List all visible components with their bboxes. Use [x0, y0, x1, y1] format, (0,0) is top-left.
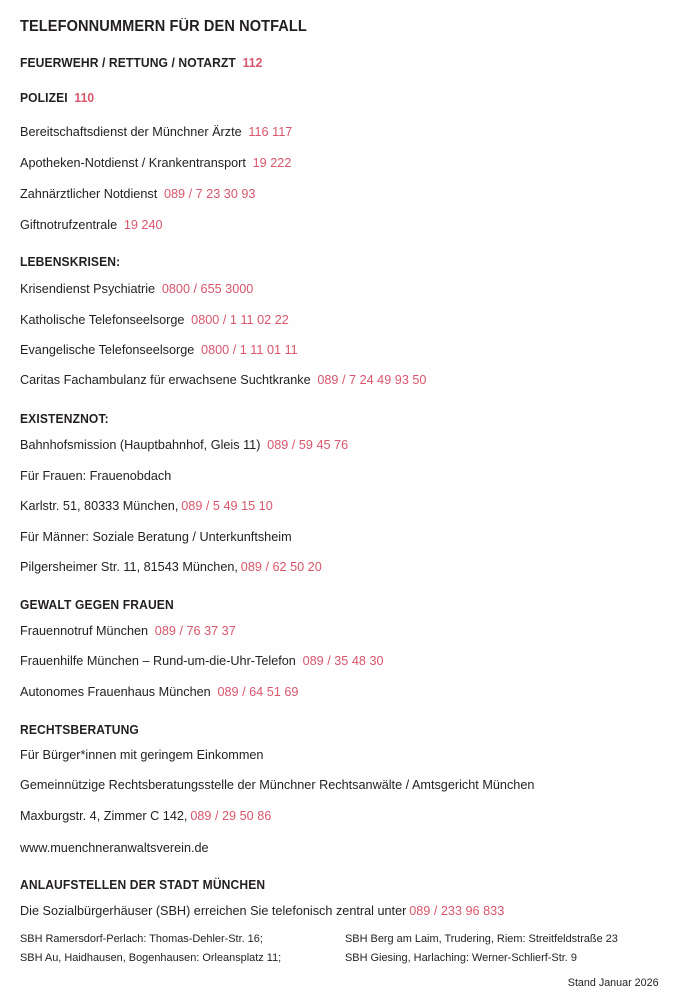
anlaufstellen-intro-text: Die Sozialbürgerhäuser (SBH) erreichen Sie telefonisch zentral unter: [20, 903, 407, 918]
sbh-office-item: SBH Berg am Laim, Trudering, Riem: Streitfeldstraße 23: [345, 933, 618, 945]
sbh-office-list: [20, 932, 660, 966]
entry-evangelische-telefonseelsorge: [20, 342, 298, 357]
entry-label: Krisendienst Psychiatrie: [20, 281, 156, 296]
rechtsberatung-website[interactable]: www.muenchneranwaltsverein.de: [20, 840, 209, 855]
entry-number[interactable]: 0800 / 1 11 01 11: [201, 342, 298, 357]
anlaufstellen-intro-line: [20, 903, 504, 918]
entry-label: Zahnärztlicher Notdienst: [20, 186, 158, 201]
entry-zahnaerztlicher-notdienst: [20, 186, 255, 201]
entry-label: Evangelische Telefonseelsorge: [20, 342, 195, 357]
entry-frauenobdach-header: Für Frauen: Frauenobdach: [20, 468, 172, 483]
entry-number[interactable]: 0800 / 655 3000: [161, 281, 254, 296]
sbh-office-item: SBH Ramersdorf-Perlach: Thomas-Dehler-Str. 16;: [20, 933, 263, 945]
entry-number[interactable]: 089 / 5 49 15 10: [181, 498, 273, 513]
entry-number[interactable]: 089 / 29 50 86: [190, 808, 272, 823]
entry-number[interactable]: 089 / 64 51 69: [217, 684, 299, 699]
entry-bahnhofsmission: [20, 437, 348, 452]
entry-label: Karlstr. 51, 80333 München,: [20, 498, 179, 513]
sbh-office-item: SBH Au, Haidhausen, Bogenhausen: Orleansplatz 11;: [20, 952, 282, 965]
entry-katholische-telefonseelsorge: [20, 312, 289, 327]
section-heading-lebenskrisen: LEBENSKRISEN:: [20, 255, 121, 269]
entry-number[interactable]: 112: [242, 56, 263, 70]
entry-number[interactable]: 19 240: [123, 217, 163, 232]
entry-label: Bahnhofsmission (Hauptbahnhof, Gleis 11): [20, 437, 261, 452]
entry-maennerheim-address: [20, 559, 322, 574]
entry-label: FEUERWEHR / RETTUNG / NOTARZT: [20, 56, 236, 70]
entry-number[interactable]: 089 / 7 24 49 93 50: [317, 372, 427, 387]
entry-krisendienst-psychiatrie: [20, 281, 253, 296]
entry-number[interactable]: 089 / 7 23 30 93: [163, 186, 256, 201]
entry-label: Giftnotrufzentrale: [20, 217, 118, 232]
entry-number[interactable]: 0800 / 1 11 02 22: [191, 312, 289, 327]
entry-bereitschaftsdienst: [20, 124, 292, 139]
entry-number[interactable]: 089 / 35 48 30: [302, 653, 384, 668]
entry-giftnotrufzentrale: [20, 217, 163, 232]
entry-frauenobdach-address: [20, 498, 273, 513]
entry-label: Bereitschaftsdienst der Münchner Ärzte: [20, 124, 242, 139]
document-date-stamp: Stand Januar 2026: [568, 977, 659, 989]
entry-apotheken-notdienst: [20, 155, 291, 170]
entry-number[interactable]: 110: [74, 91, 95, 105]
page-title: TELEFONNUMMERN FÜR DEN NOTFALL: [20, 18, 307, 35]
entry-caritas-fachambulanz: [20, 372, 426, 387]
section-heading-anlaufstellen: ANLAUFSTELLEN DER STADT MÜNCHEN: [20, 878, 266, 892]
entry-frauennotruf-muenchen: [20, 623, 236, 638]
entry-label: POLIZEI: [20, 91, 68, 105]
sbh-office-item: SBH Giesing, Harlaching: Werner-Schlierf-Str. 9: [345, 952, 577, 965]
entry-number[interactable]: 089 / 59 45 76: [267, 437, 349, 452]
entry-number[interactable]: 19 222: [252, 155, 292, 170]
entry-label: Autonomes Frauenhaus München: [20, 684, 211, 699]
rechtsberatung-address: [20, 808, 271, 823]
entry-maennerheim-header: Für Männer: Soziale Beratung / Unterkunftsheim: [20, 529, 292, 544]
rechtsberatung-organisation: Gemeinnützige Rechtsberatungsstelle der Münchner Rechtsanwälte / Amtsgericht München: [20, 777, 535, 792]
entry-label: Apotheken-Notdienst / Krankentransport: [20, 155, 246, 170]
entry-feuerwehr: [20, 56, 262, 70]
section-heading-gewalt-gegen-frauen: GEWALT GEGEN FRAUEN: [20, 598, 174, 612]
section-heading-rechtsberatung: RECHTSBERATUNG: [20, 723, 139, 737]
entry-label: Maxburgstr. 4, Zimmer C 142,: [20, 808, 188, 823]
entry-label: Pilgersheimer Str. 11, 81543 München,: [20, 559, 238, 574]
entry-label: Katholische Telefonseelsorge: [20, 312, 185, 327]
entry-autonomes-frauenhaus: [20, 684, 298, 699]
entry-polizei: [20, 91, 94, 105]
entry-label: Frauennotruf München: [20, 623, 149, 638]
entry-number[interactable]: 089 / 76 37 37: [154, 623, 236, 638]
entry-frauenhilfe-muenchen: [20, 653, 384, 668]
rechtsberatung-subtitle: Für Bürger*innen mit geringem Einkommen: [20, 747, 264, 762]
entry-number[interactable]: 089 / 62 50 20: [240, 559, 322, 574]
anlaufstellen-central-number[interactable]: 089 / 233 96 833: [409, 903, 505, 918]
section-heading-existenznot: EXISTENZNOT:: [20, 412, 109, 426]
entry-label: Caritas Fachambulanz für erwachsene Suchtkranke: [20, 372, 311, 387]
entry-label: Frauenhilfe München – Rund-um-die-Uhr-Telefon: [20, 653, 296, 668]
entry-number[interactable]: 116 117: [248, 124, 293, 139]
